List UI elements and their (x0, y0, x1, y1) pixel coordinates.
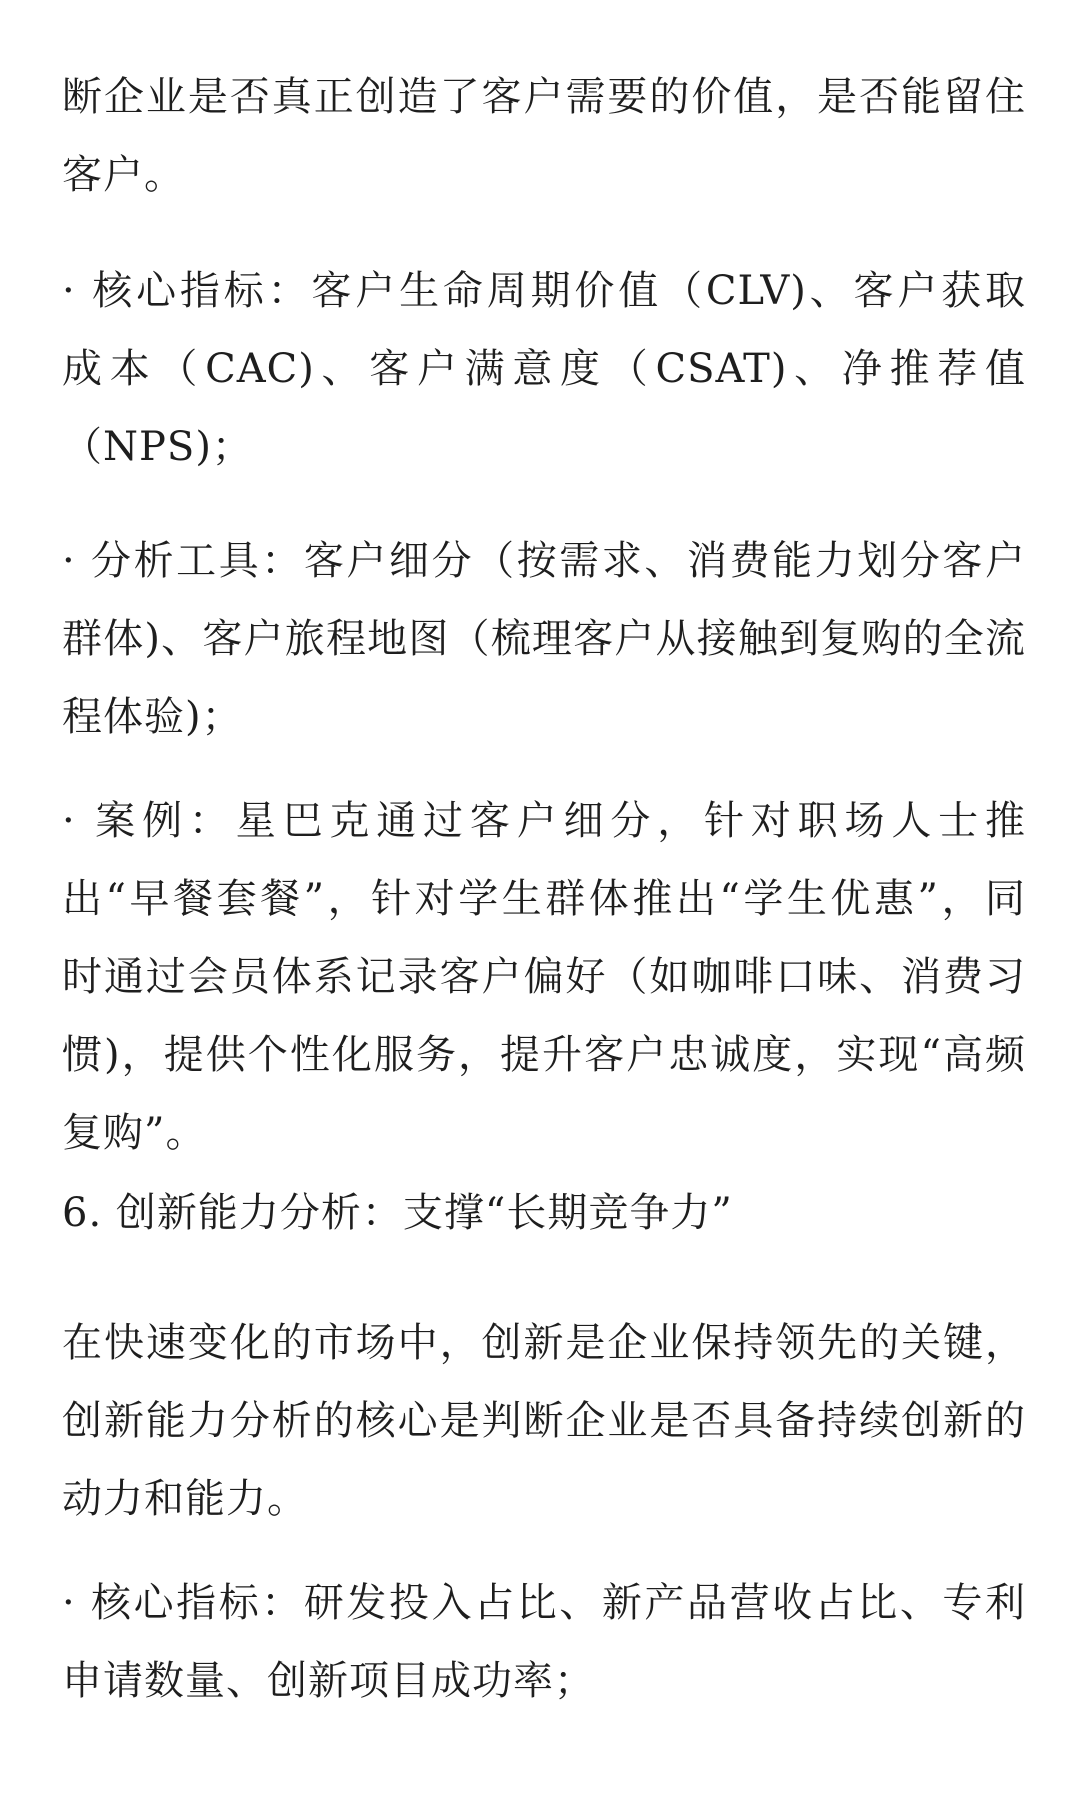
text-line: （NPS)； (62, 424, 253, 470)
text-line: 惯)，提供个性化服务，提升客户忠诚度，实现“高频 (62, 1032, 1026, 1078)
text-line: 客户。 (62, 152, 185, 198)
bullet-innovation-core-metrics (62, 1564, 1026, 1720)
paragraph-innovation-intro (62, 1304, 1026, 1538)
text-line: 在快速变化的市场中，创新是企业保持领先的关键， (62, 1320, 1026, 1366)
text-line: 动力和能力。 (62, 1476, 308, 1522)
text-line: 创新能力分析的核心是判断企业是否具备持续创新的 (62, 1398, 1026, 1444)
text-line: · 核心指标：研发投入占比、新产品营收占比、专利 (62, 1580, 1026, 1626)
bullet-customer-core-metrics (62, 252, 1026, 486)
text-line: 程体验)； (62, 694, 243, 740)
bullet-starbucks-case (62, 782, 1026, 1172)
text-line: 群体)、客户旅程地图（梳理客户从接触到复购的全流 (62, 616, 1026, 662)
bullet-customer-analysis-tools (62, 522, 1026, 756)
text-line: 出“早餐套餐”，针对学生群体推出“学生优惠”，同 (62, 876, 1026, 922)
text-line: 成本（CAC)、客户满意度（CSAT)、净推荐值 (62, 346, 1026, 392)
text-line: 复购”。 (62, 1110, 207, 1156)
text-line: · 分析工具：客户细分（按需求、消费能力划分客户 (62, 538, 1026, 584)
text-line: · 核心指标：客户生命周期价值（CLV)、客户获取 (62, 268, 1026, 314)
text-line: 断企业是否真正创造了客户需要的价值，是否能留住 (62, 74, 1026, 120)
text-line: 时通过会员体系记录客户偏好（如咖啡口味、消费习 (62, 954, 1026, 1000)
text-line: 申请数量、创新项目成功率； (62, 1658, 595, 1704)
paragraph-customer-value-conclusion (62, 58, 1026, 214)
text-line: 6. 创新能力分析：支撑“长期竞争力” (62, 1190, 733, 1236)
text-line: · 案例：星巴克通过客户细分，针对职场人士推 (62, 798, 1026, 844)
section-heading-innovation (62, 1174, 1026, 1252)
